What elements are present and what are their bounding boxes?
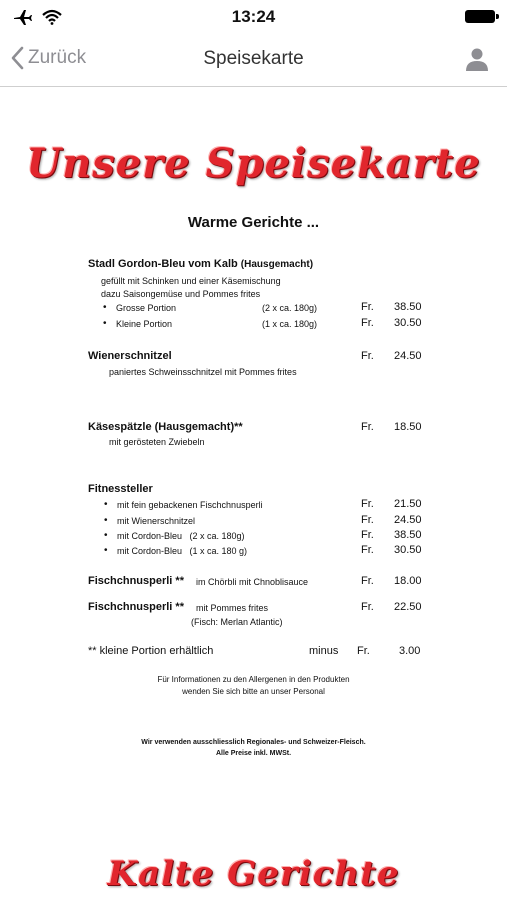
dish-wiener-name: Wienerschnitzel	[88, 350, 172, 362]
section-heading: Warme Gerichte ...	[187, 214, 320, 231]
portion-small-currency: Fr.	[361, 317, 374, 329]
fitness-item-3-price: 38.50	[394, 529, 422, 541]
fitness-item-4-price: 30.50	[394, 544, 422, 556]
dish-wiener-price: 24.50	[394, 350, 422, 362]
back-button-label: Zurück	[28, 47, 87, 68]
dish-fisch2-currency: Fr.	[361, 601, 374, 613]
fitness-item-4-label: • mit Cordon-Bleu (1 x ca. 180 g)	[117, 546, 247, 556]
battery-icon	[465, 10, 495, 23]
small-portion-currency: Fr.	[357, 645, 370, 657]
dish-fitness-name: Fitnessteller	[88, 483, 153, 495]
fitness-item-1-label: • mit fein gebackenen Fischchnusperli	[117, 500, 263, 510]
portion-small-price: 30.50	[394, 317, 422, 329]
vat-note: Alle Preise inkl. MWSt.	[215, 750, 292, 757]
portion-large-label: • Grosse Portion	[116, 303, 176, 313]
small-portion-price: 3.00	[399, 645, 421, 657]
navigation-bar	[0, 34, 507, 87]
dish-gordon-name: Stadl Gordon-Bleu vom Kalb (Hausgemacht)	[88, 258, 314, 270]
dish-kaese-price: 18.50	[394, 421, 422, 433]
portion-small-weight: (1 x ca. 180g)	[262, 319, 318, 329]
status-time: 13:24	[231, 7, 276, 26]
dish-gordon-desc-2: dazu Saisongemüse und Pommes frites	[101, 289, 261, 299]
allergen-note-2: wenden Sie sich bitte an unser Personal	[182, 687, 325, 696]
dish-wiener-currency: Fr.	[361, 350, 374, 362]
dish-fisch1-currency: Fr.	[361, 575, 374, 587]
allergen-note-1: Für Informationen zu den Allergenen in den Produkten	[157, 675, 350, 684]
dish-fisch2-name: Fischchnusperli **	[88, 601, 184, 613]
dish-fisch1-name: Fischchnusperli **	[88, 575, 184, 587]
small-portion-minus: minus	[309, 645, 339, 657]
fitness-item-1-price: 21.50	[394, 498, 422, 510]
portion-large-weight: (2 x ca. 180g)	[262, 303, 318, 313]
dish-fisch1-desc: im Chörbli mit Chnoblisauce	[196, 577, 309, 587]
dish-fisch2-price: 22.50	[394, 601, 422, 613]
status-bar	[0, 0, 507, 34]
dish-fisch2-desc: mit Pommes frites	[196, 603, 269, 613]
meat-origin-note: Wir verwenden ausschliesslich Regionales- und Schweizer-Fleisch.	[141, 739, 366, 746]
fitness-item-2-currency: Fr.	[361, 514, 374, 526]
fitness-item-3-currency: Fr.	[361, 529, 374, 541]
small-portion-label: ** kleine Portion erhältlich	[88, 645, 214, 657]
dish-fisch2-note: (Fisch: Merlan Atlantic)	[191, 617, 283, 627]
user-icon	[465, 47, 489, 71]
dish-gordon-desc-1: gefüllt mit Schinken und einer Käsemischung	[101, 276, 281, 286]
dish-kaese-name: Käsespätzle (Hausgemacht)**	[88, 421, 243, 433]
dish-fisch1-price: 18.00	[394, 575, 422, 587]
portion-large-price: 38.50	[394, 301, 422, 313]
menu-heading: Unsere Speisekarte	[26, 140, 481, 187]
dish-kaese-desc: mit gerösteten Zwiebeln	[109, 437, 205, 447]
fitness-item-4-currency: Fr.	[361, 544, 374, 556]
fitness-item-2-price: 24.50	[394, 514, 422, 526]
portion-large-currency: Fr.	[361, 301, 374, 313]
cold-dishes-heading: Kalte Gerichte	[107, 854, 400, 894]
dish-kaese-currency: Fr.	[361, 421, 374, 433]
fitness-item-2-label: • mit Wienerschnitzel	[117, 516, 195, 526]
profile-button[interactable]	[465, 47, 489, 75]
fitness-item-1-currency: Fr.	[361, 498, 374, 510]
fitness-item-3-label: • mit Cordon-Bleu (2 x ca. 180g)	[117, 531, 245, 541]
portion-small-label: • Kleine Portion	[116, 319, 172, 329]
dish-wiener-desc: paniertes Schweinsschnitzel mit Pommes frites	[109, 367, 297, 377]
page-title: Speisekarte	[203, 48, 304, 69]
